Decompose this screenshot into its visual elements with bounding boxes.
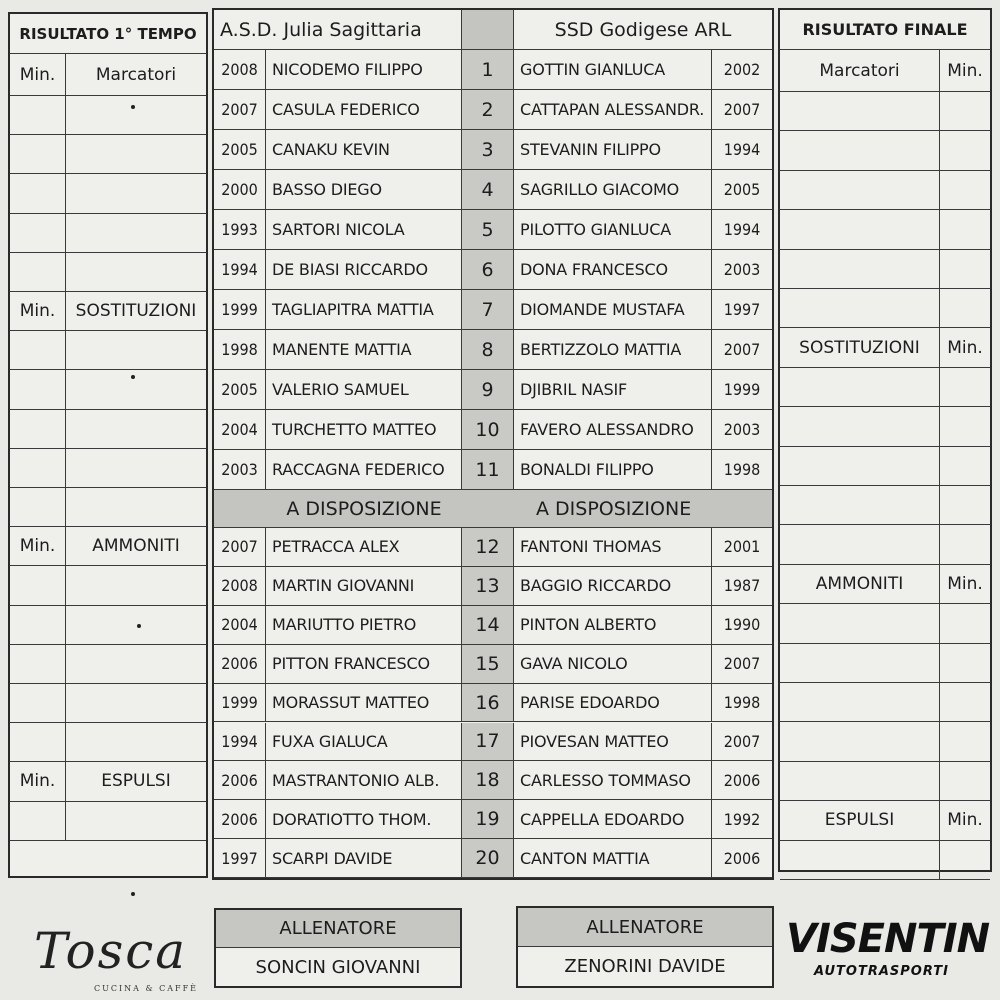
pen-dot: [131, 105, 135, 109]
empty-row: [10, 488, 206, 527]
away-player-year: 2007: [723, 654, 761, 674]
away-player-year: 2007: [723, 340, 761, 359]
player-row: [214, 250, 772, 290]
away-player-name: CAPPELLA EDOARDO: [514, 800, 712, 838]
home-player-year: 2007: [214, 528, 266, 566]
home-player-year: 2004: [214, 410, 266, 449]
home-bench-label: A DISPOSIZIONE: [286, 497, 442, 520]
final-ammoniti-label: AMMONITI: [780, 565, 940, 603]
player-row: [214, 684, 772, 723]
player-row: [214, 210, 772, 250]
final-empty-min-cell: [940, 131, 990, 169]
shirt-number: 19: [462, 800, 514, 838]
final-empty-cell: [780, 722, 940, 760]
visentin-logo: [784, 914, 994, 990]
empty-cell: [66, 723, 206, 761]
empty-min-cell: [10, 96, 66, 134]
number-header: [462, 10, 514, 49]
away-player-year: 2003: [723, 260, 761, 279]
empty-row: [10, 802, 206, 841]
player-row: [214, 50, 772, 90]
scorers-header-row: [10, 54, 206, 96]
away-player-year: 1992: [723, 809, 761, 829]
final-empty-min-cell: [940, 407, 990, 445]
final-empty-row: [780, 525, 990, 564]
home-player-name: TURCHETTO MATTEO: [266, 410, 462, 449]
final-empty-cell: [780, 289, 940, 327]
away-player-name: FAVERO ALESSANDRO: [514, 410, 712, 449]
empty-min-cell: [10, 684, 66, 722]
away-player-year: 1999: [723, 380, 761, 399]
final-empty-min-cell: [940, 841, 990, 879]
final-empty-min-cell: [940, 447, 990, 485]
final-empty-cell: [780, 525, 940, 563]
shirt-number: 3: [462, 130, 514, 169]
final-empty-min-cell: [940, 171, 990, 209]
away-player-year: 1997: [723, 300, 761, 319]
home-player-name: MASTRANTONIO ALB.: [266, 761, 462, 799]
empty-cell: [66, 449, 206, 487]
empty-min-cell: [10, 174, 66, 212]
home-player-year: 2003: [214, 450, 266, 489]
shirt-number: 13: [462, 567, 514, 605]
final-empty-min-cell: [940, 604, 990, 642]
home-coach-label: ALLENATORE: [216, 910, 460, 948]
teams-header-row: [214, 10, 772, 50]
away-player-name: GAVA NICOLO: [514, 645, 712, 683]
away-bench-label: A DISPOSIZIONE: [536, 497, 692, 520]
final-scorers-label: Marcatori: [780, 50, 940, 91]
ammoniti-label: AMMONITI: [92, 536, 180, 557]
home-player-name: CANAKU KEVIN: [266, 130, 462, 169]
home-coach-box: [214, 908, 462, 988]
away-player-name: DJIBRIL NASIF: [514, 370, 712, 409]
shirt-number: 11: [462, 450, 514, 489]
away-player-name: CANTON MATTIA: [514, 839, 712, 877]
shirt-number: 15: [462, 645, 514, 683]
home-player-year: 2006: [214, 761, 266, 799]
player-row: [214, 761, 772, 800]
final-sostituzioni-header-row: [780, 328, 990, 367]
final-empty-row: [780, 92, 990, 131]
empty-row: [10, 684, 206, 723]
sostituzioni-header-row: [10, 292, 206, 331]
visentin-logo-subtitle: AUTOTRASPORTI: [814, 964, 949, 979]
scorers-label: Marcatori: [95, 64, 177, 85]
final-empty-cell: [780, 447, 940, 485]
away-player-year: 1994: [723, 140, 761, 159]
final-empty-cell: [780, 131, 940, 169]
empty-min-cell: [10, 253, 66, 291]
espulsi-header-row: [10, 762, 206, 801]
final-empty-min-cell: [940, 368, 990, 406]
final-scorers-min-label: Min.: [947, 60, 983, 81]
home-player-year: 2008: [214, 50, 266, 89]
pen-dot: [131, 375, 135, 379]
empty-cell: [66, 370, 206, 408]
player-row: [214, 606, 772, 645]
final-empty-min-cell: [940, 92, 990, 130]
away-team-name: SSD Godigese ARL: [554, 18, 732, 41]
home-player-year: 2006: [214, 800, 266, 838]
empty-row: [10, 645, 206, 684]
final-empty-row: [780, 722, 990, 761]
empty-min-cell: [10, 331, 66, 369]
player-row: [214, 290, 772, 330]
final-ammoniti-header-row: [780, 565, 990, 604]
empty-min-cell: [10, 370, 66, 408]
home-player-name: FUXA GIALUCA: [266, 723, 462, 761]
home-player-year: 1999: [214, 290, 266, 329]
home-player-name: MARTIN GIOVANNI: [266, 567, 462, 605]
player-row: [214, 839, 772, 878]
final-empty-row: [780, 289, 990, 328]
final-empty-min-cell: [940, 644, 990, 682]
final-title: RISULTATO FINALE: [802, 20, 968, 39]
shirt-number: 1: [462, 50, 514, 89]
away-player-year: 2003: [723, 420, 761, 439]
espulsi-label: ESPULSI: [101, 771, 171, 792]
home-player-year: 1999: [214, 684, 266, 722]
player-row: [214, 130, 772, 170]
shirt-number: 17: [462, 723, 514, 761]
home-player-name: SARTORI NICOLA: [266, 210, 462, 249]
empty-min-cell: [10, 214, 66, 252]
empty-row: [10, 214, 206, 253]
away-player-year: 2007: [723, 100, 761, 119]
tosca-logo: [14, 918, 204, 998]
home-player-year: 2005: [214, 130, 266, 169]
home-player-name: TAGLIAPITRA MATTIA: [266, 290, 462, 329]
away-player-name: PARISE EDOARDO: [514, 684, 712, 722]
home-team-name: A.S.D. Julia Sagittaria: [214, 10, 462, 49]
shirt-number: 5: [462, 210, 514, 249]
empty-cell: [66, 214, 206, 252]
away-player-name: PILOTTO GIANLUCA: [514, 210, 712, 249]
empty-cell: [66, 96, 206, 134]
empty-cell: [66, 135, 206, 173]
sostituzioni-label: SOSTITUZIONI: [75, 301, 197, 322]
first-half-title: RISULTATO 1° TEMPO: [19, 24, 197, 43]
home-player-name: VALERIO SAMUEL: [266, 370, 462, 409]
final-empty-row: [780, 131, 990, 170]
player-row: [214, 567, 772, 606]
shirt-number: 6: [462, 250, 514, 289]
home-player-name: BASSO DIEGO: [266, 170, 462, 209]
player-row: [214, 528, 772, 567]
scorers-min-label: Min.: [10, 54, 66, 95]
away-player-year: 2006: [723, 848, 761, 868]
shirt-number: 9: [462, 370, 514, 409]
final-espulsi-header-row: [780, 801, 990, 840]
final-empty-cell: [780, 841, 940, 879]
home-player-year: 2000: [214, 170, 266, 209]
empty-row: [10, 253, 206, 292]
final-empty-row: [780, 841, 990, 880]
away-player-year: 1998: [723, 460, 761, 479]
empty-min-cell: [10, 488, 66, 526]
home-player-name: NICODEMO FILIPPO: [266, 50, 462, 89]
home-player-name: RACCAGNA FEDERICO: [266, 450, 462, 489]
final-empty-min-cell: [940, 762, 990, 800]
final-empty-min-cell: [940, 525, 990, 563]
shirt-number: 4: [462, 170, 514, 209]
final-empty-cell: [780, 368, 940, 406]
empty-cell: [66, 606, 206, 644]
empty-min-cell: [10, 135, 66, 173]
final-empty-row: [780, 762, 990, 801]
empty-cell: [66, 645, 206, 683]
player-row: [214, 410, 772, 450]
empty-row: [10, 449, 206, 488]
player-row: [214, 90, 772, 130]
empty-row: [10, 331, 206, 370]
home-player-year: 1997: [214, 839, 266, 877]
empty-row: [10, 174, 206, 213]
final-empty-cell: [780, 171, 940, 209]
home-player-year: 2006: [214, 645, 266, 683]
player-row: [214, 800, 772, 839]
shirt-number: 12: [462, 528, 514, 566]
player-row: [214, 330, 772, 370]
ammoniti-header-row: [10, 527, 206, 566]
final-empty-min-cell: [940, 722, 990, 760]
tosca-logo-text: Tosca: [34, 922, 188, 980]
player-row: [214, 370, 772, 410]
final-empty-cell: [780, 644, 940, 682]
final-empty-min-cell: [940, 486, 990, 524]
final-empty-cell: [780, 250, 940, 288]
visentin-logo-text: VISENTIN: [786, 916, 990, 962]
empty-cell: [66, 802, 206, 840]
home-player-year: 2007: [214, 90, 266, 129]
final-empty-cell: [780, 604, 940, 642]
home-player-name: DORATIOTTO THOM.: [266, 800, 462, 838]
empty-min-cell: [10, 723, 66, 761]
empty-min-cell: [10, 802, 66, 840]
ammoniti-min-label: Min.: [10, 527, 66, 565]
final-empty-cell: [780, 407, 940, 445]
empty-cell: [66, 253, 206, 291]
final-empty-min-cell: [940, 289, 990, 327]
first-half-title-row: [10, 14, 206, 54]
shirt-number: 2: [462, 90, 514, 129]
final-empty-cell: [780, 486, 940, 524]
final-empty-row: [780, 447, 990, 486]
away-player-year: 2005: [723, 180, 761, 199]
final-ammoniti-min-label: Min.: [947, 573, 983, 594]
shirt-number: 20: [462, 839, 514, 877]
away-coach-box: [516, 906, 774, 988]
final-result-panel: [778, 8, 992, 872]
final-sostituzioni-label: SOSTITUZIONI: [780, 328, 940, 366]
shirt-number: 7: [462, 290, 514, 329]
home-player-name: DE BIASI RICCARDO: [266, 250, 462, 289]
home-player-name: SCARPI DAVIDE: [266, 839, 462, 877]
final-empty-min-cell: [940, 250, 990, 288]
empty-row: [10, 410, 206, 449]
away-player-name: STEVANIN FILIPPO: [514, 130, 712, 169]
final-empty-row: [780, 644, 990, 683]
player-row: [214, 645, 772, 684]
final-empty-row: [780, 368, 990, 407]
home-player-year: 2008: [214, 567, 266, 605]
final-empty-row: [780, 250, 990, 289]
final-empty-row: [780, 407, 990, 446]
empty-row: [10, 606, 206, 645]
away-player-year: 1994: [723, 220, 761, 239]
final-empty-cell: [780, 210, 940, 248]
empty-row: [10, 723, 206, 762]
home-player-name: PETRACCA ALEX: [266, 528, 462, 566]
home-player-name: CASULA FEDERICO: [266, 90, 462, 129]
away-player-year: 1987: [723, 576, 761, 596]
final-empty-cell: [780, 92, 940, 130]
final-empty-row: [780, 210, 990, 249]
final-espulsi-label: ESPULSI: [780, 801, 940, 839]
empty-row: [10, 566, 206, 605]
empty-cell: [66, 566, 206, 604]
home-player-name: PITTON FRANCESCO: [266, 645, 462, 683]
pen-dot: [131, 892, 135, 896]
empty-cell: [66, 174, 206, 212]
away-player-name: FANTONI THOMAS: [514, 528, 712, 566]
empty-min-cell: [10, 606, 66, 644]
pen-dot: [137, 624, 141, 628]
away-player-year: 2007: [723, 731, 761, 751]
away-player-year: 2006: [723, 770, 761, 790]
final-empty-min-cell: [940, 683, 990, 721]
final-empty-row: [780, 683, 990, 722]
away-player-name: PINTON ALBERTO: [514, 606, 712, 644]
away-player-year: 2002: [723, 60, 761, 79]
empty-row: [10, 96, 206, 135]
away-player-name: CARLESSO TOMMASO: [514, 761, 712, 799]
empty-cell: [66, 331, 206, 369]
player-row: [214, 170, 772, 210]
home-player-year: 2005: [214, 370, 266, 409]
final-espulsi-min-label: Min.: [947, 810, 983, 831]
shirt-number: 8: [462, 330, 514, 369]
player-row: [214, 450, 772, 490]
final-empty-min-cell: [940, 210, 990, 248]
final-empty-row: [780, 604, 990, 643]
shirt-number: 14: [462, 606, 514, 644]
home-player-name: MARIUTTO PIETRO: [266, 606, 462, 644]
home-player-year: 1994: [214, 250, 266, 289]
home-player-year: 1993: [214, 210, 266, 249]
shirt-number: 10: [462, 410, 514, 449]
away-player-name: DONA FRANCESCO: [514, 250, 712, 289]
bench-header-row: [214, 490, 772, 528]
empty-row: [10, 370, 206, 409]
home-player-year: 1994: [214, 723, 266, 761]
empty-min-cell: [10, 566, 66, 604]
empty-min-cell: [10, 645, 66, 683]
first-half-panel: [8, 12, 208, 878]
away-coach-label: ALLENATORE: [518, 908, 772, 947]
away-player-name: SAGRILLO GIACOMO: [514, 170, 712, 209]
home-player-year: 1998: [214, 330, 266, 369]
home-coach-name: SONCIN GIOVANNI: [255, 956, 421, 978]
away-player-year: 1998: [723, 693, 761, 713]
final-title-row: [780, 10, 990, 50]
home-player-year: 2004: [214, 606, 266, 644]
away-player-name: PIOVESAN MATTEO: [514, 723, 712, 761]
espulsi-min-label: Min.: [10, 762, 66, 800]
tosca-logo-subtitle: CUCINA & CAFFÈ: [94, 984, 198, 993]
final-empty-cell: [780, 683, 940, 721]
final-scorers-header-row: [780, 50, 990, 92]
away-player-name: GOTTIN GIANLUCA: [514, 50, 712, 89]
final-empty-row: [780, 171, 990, 210]
final-empty-row: [780, 486, 990, 525]
home-player-name: MORASSUT MATTEO: [266, 684, 462, 722]
empty-cell: [66, 410, 206, 448]
away-player-name: DIOMANDE MUSTAFA: [514, 290, 712, 329]
lineup-table: [212, 8, 774, 880]
empty-min-cell: [10, 410, 66, 448]
empty-cell: [66, 488, 206, 526]
empty-row: [10, 135, 206, 174]
away-player-year: 1990: [723, 615, 761, 635]
final-sostituzioni-min-label: Min.: [947, 337, 983, 358]
away-player-name: BAGGIO RICCARDO: [514, 567, 712, 605]
shirt-number: 18: [462, 761, 514, 799]
away-player-year: 2001: [723, 537, 761, 557]
away-player-name: BERTIZZOLO MATTIA: [514, 330, 712, 369]
home-player-name: MANENTE MATTIA: [266, 330, 462, 369]
final-empty-cell: [780, 762, 940, 800]
sostituzioni-min-label: Min.: [10, 292, 66, 330]
shirt-number: 16: [462, 684, 514, 722]
empty-cell: [66, 684, 206, 722]
player-row: [214, 723, 772, 762]
empty-min-cell: [10, 449, 66, 487]
away-coach-name: ZENORINI DAVIDE: [564, 956, 726, 977]
away-player-name: CATTAPAN ALESSANDR.: [514, 90, 712, 129]
away-player-name: BONALDI FILIPPO: [514, 450, 712, 489]
